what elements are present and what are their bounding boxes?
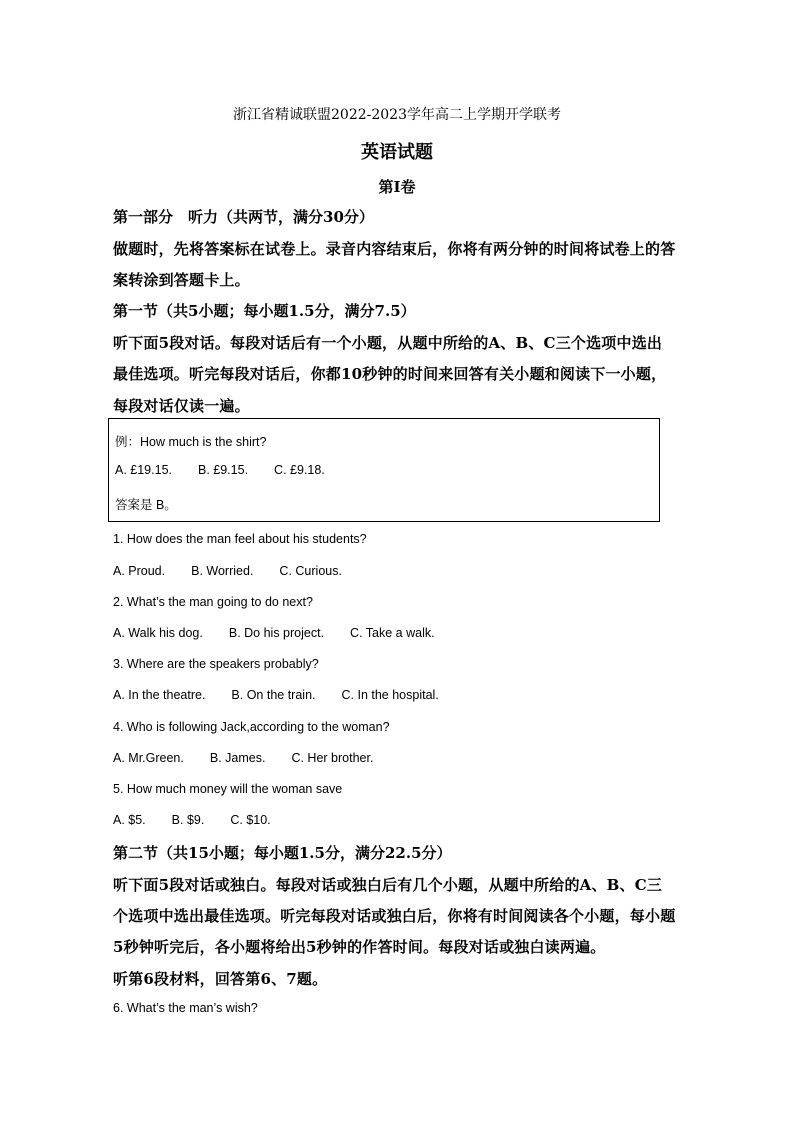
part1-instructions-line2: 案转涂到答题卡上。 [113, 271, 250, 289]
part1-instructions-line1: 做题时，先将答案标在试卷上。录音内容结束后，你将有两分钟的时间将试卷上的答 [113, 240, 676, 258]
material-6-heading: 听第6段材料，回答第6、7题。 [113, 970, 328, 988]
question-1: 1. How does the man feel about his students? [113, 532, 367, 546]
question-5-option-a: A. $5. [113, 813, 146, 827]
question-4: 4. Who is following Jack,according to the woman? [113, 720, 390, 734]
question-4-option-b: B. James. [209, 751, 266, 765]
question-5-option-c: C. $10. [230, 813, 271, 827]
section2-line3: 5秒钟听完后，各小题将给出5秒钟的作答时间。每段对话或独白读两遍。 [113, 938, 606, 956]
example-answer: 答案是 B。 [115, 498, 177, 512]
part1-heading: 第一部分 听力（共两节，满分30分） [113, 208, 374, 226]
question-4-option-c: C. Her brother. [291, 751, 374, 765]
question-2-option-b: B. Do his project. [228, 626, 325, 640]
example-options [115, 463, 351, 477]
question-2-options [113, 626, 461, 640]
question-5-option-b: B. $9. [171, 813, 205, 827]
question-5: 5. How much money will the woman save [113, 782, 343, 796]
example-box [108, 418, 660, 522]
example-option-b: B. £9.15. [198, 463, 249, 477]
question-1-option-b: B. Worried. [191, 564, 254, 578]
example-option-a: A. £19.15. [115, 463, 172, 477]
question-5-options [113, 813, 297, 827]
volume-title: 第Ⅰ卷 [378, 178, 416, 196]
section2-line2: 个选项中选出最佳选项。听完每段对话或独白后，你将有时间阅读各个小题，每小题 [113, 907, 676, 925]
question-1-options [113, 564, 368, 578]
example-option-c: C. £9.18. [274, 463, 325, 477]
section1-line1: 听下面5段对话。每段对话后有一个小题，从题中所给的A、B、C三个选项中选出 [113, 334, 663, 352]
question-1-option-c: C. Curious. [279, 564, 342, 578]
section1-line2: 最佳选项。听完每段对话后，你都10秒钟的时间来回答有关小题和阅读下一小题， [113, 365, 667, 383]
section2-line1: 听下面5段对话或独白。每段对话或独白后有几个小题，从题中所给的A、B、C三 [113, 876, 663, 894]
question-3-options [113, 688, 465, 702]
question-2-option-c: C. Take a walk. [350, 626, 435, 640]
question-2: 2. What’s the man going to do next? [113, 595, 313, 609]
example-question: 例：How much is the shirt? [115, 435, 267, 449]
section2-heading: 第二节（共15小题；每小题1.5分，满分22.5分） [113, 844, 452, 862]
subject-title: 英语试题 [361, 142, 433, 163]
question-4-option-a: A. Mr.Green. [113, 751, 184, 765]
question-3-option-c: C. In the hospital. [341, 688, 439, 702]
question-3-option-a: A. In the theatre. [113, 688, 206, 702]
section1-line3: 每段对话仅读一遍。 [113, 397, 250, 415]
exam-title: 浙江省精诚联盟2022-2023学年高二上学期开学联考 [233, 107, 561, 123]
section1-heading: 第一节（共5小题；每小题1.5分，满分7.5） [113, 302, 416, 320]
question-6: 6. What’s the man’s wish? [113, 1001, 258, 1015]
question-2-option-a: A. Walk his dog. [113, 626, 203, 640]
question-1-option-a: A. Proud. [113, 564, 166, 578]
question-3-option-b: B. On the train. [231, 688, 316, 702]
question-3: 3. Where are the speakers probably? [113, 657, 319, 671]
question-4-options [113, 751, 399, 765]
